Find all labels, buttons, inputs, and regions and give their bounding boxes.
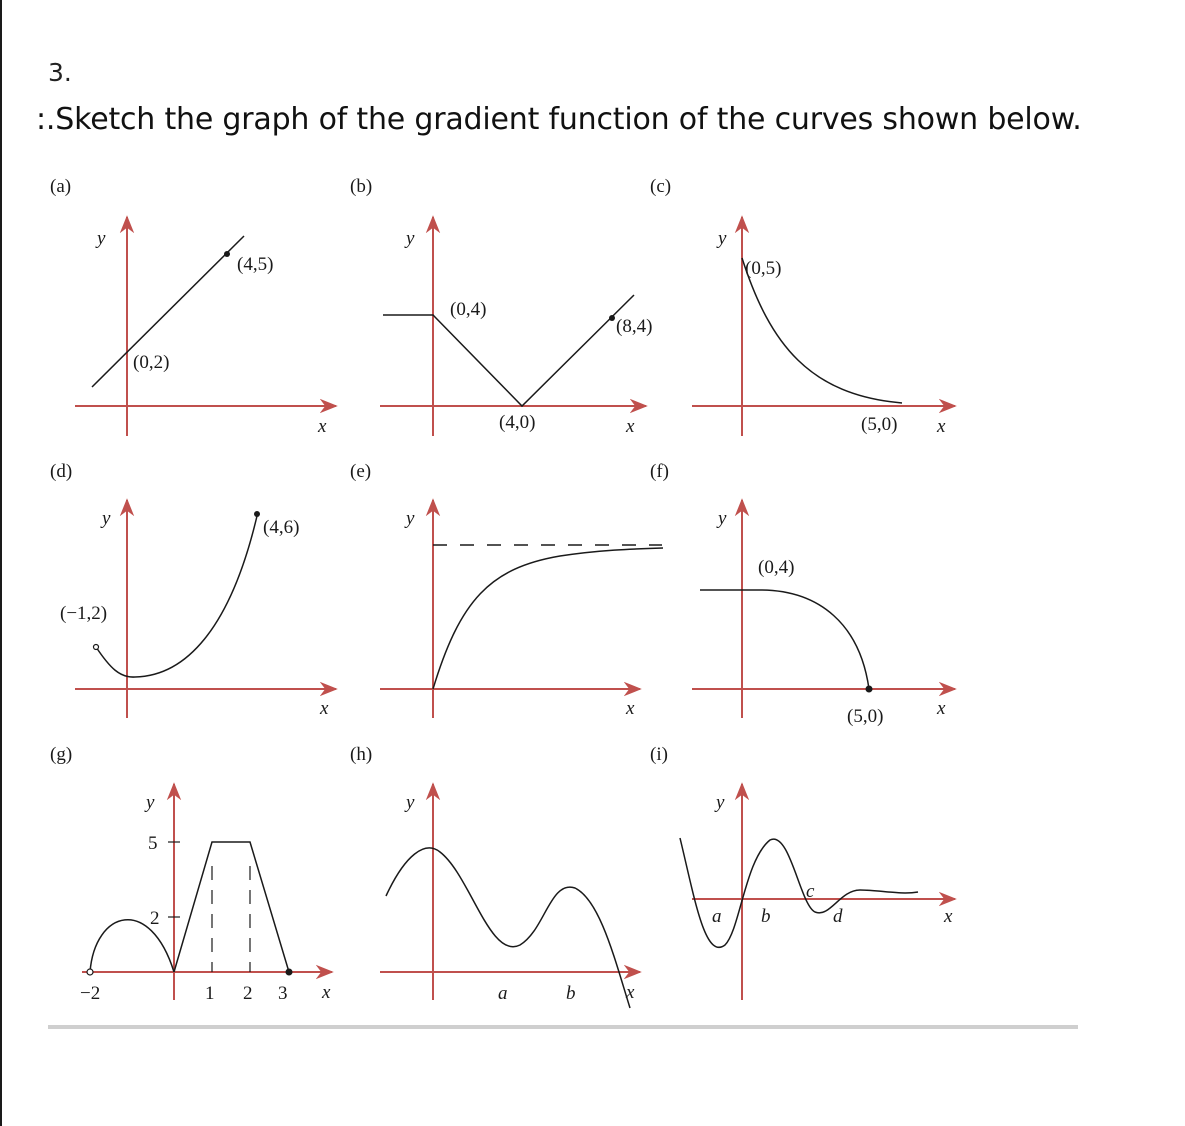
- y-label-i: y: [716, 792, 725, 813]
- x-tick-label-2: 2: [243, 983, 253, 1004]
- graph-i: [650, 744, 955, 1000]
- point-a-1: [224, 251, 230, 257]
- open-point-g: [87, 969, 93, 975]
- caption-a: (a): [50, 176, 72, 197]
- x-mark-a-h: a: [498, 983, 508, 1004]
- graph-g: [50, 744, 332, 1004]
- label-f-point-2: (5,0): [847, 706, 884, 727]
- x-mark-c-i: c: [806, 881, 815, 902]
- x-label-f: x: [937, 698, 946, 719]
- graph-a: [50, 176, 336, 437]
- caption-h: (h): [350, 744, 373, 765]
- caption-d: (d): [50, 461, 73, 482]
- label-b-point-2: (8,4): [616, 316, 653, 337]
- y-tick-label-5: 5: [148, 833, 158, 854]
- point-d-1: [254, 511, 260, 517]
- y-label-d: y: [102, 508, 111, 529]
- label-a-point-2: (0,2): [133, 352, 170, 373]
- graph-f: [650, 461, 955, 727]
- point-b-1: [609, 315, 615, 321]
- y-label-g: y: [146, 792, 155, 813]
- curve-g-trapezoid: [174, 842, 289, 972]
- bottom-separator: [48, 1025, 1078, 1029]
- curve-h: [386, 848, 630, 1008]
- label-b-point-1: (0,4): [450, 299, 487, 320]
- question-number: 3.: [48, 58, 72, 87]
- graph-e: [350, 461, 663, 719]
- x-label-g: x: [322, 982, 331, 1003]
- caption-b: (b): [350, 176, 373, 197]
- y-tick-label-2: 2: [150, 908, 160, 929]
- graph-h: [350, 744, 640, 1008]
- x-label-i: x: [944, 906, 953, 927]
- y-label-e: y: [406, 508, 415, 529]
- curve-e: [433, 548, 663, 689]
- label-c-point-1: (0,5): [745, 258, 782, 279]
- label-d-point-2: (−1,2): [60, 603, 108, 624]
- x-mark-b-i: b: [761, 906, 771, 927]
- x-label-a: x: [318, 416, 327, 437]
- caption-e: (e): [350, 461, 372, 482]
- graph-b: [350, 176, 652, 437]
- label-f-point-1: (0,4): [758, 557, 795, 578]
- graph-d: [50, 461, 336, 719]
- point-f-1: [866, 686, 873, 693]
- x-tick-label-3: 3: [278, 983, 288, 1004]
- x-tick-label-1: 1: [205, 983, 215, 1004]
- x-label-d: x: [320, 698, 329, 719]
- label-b-point-3: (4,0): [499, 412, 536, 433]
- open-point-d: [94, 645, 99, 650]
- y-label-c: y: [718, 228, 727, 249]
- curve-b: [383, 295, 634, 406]
- y-label-b: y: [406, 228, 415, 249]
- x-label-b: x: [626, 416, 635, 437]
- x-mark-b-h: b: [566, 983, 576, 1004]
- x-label-e: x: [626, 698, 635, 719]
- label-a-point-1: (4,5): [237, 254, 274, 275]
- curve-c: [742, 258, 902, 403]
- caption-c: (c): [650, 176, 672, 197]
- point-g-end: [286, 969, 293, 976]
- x-mark-a-i: a: [712, 906, 722, 927]
- caption-f: (f): [650, 461, 669, 482]
- curve-g-arc: [90, 920, 174, 972]
- graph-c: [650, 176, 955, 437]
- x-mark-d-i: d: [833, 906, 843, 927]
- curve-i: [680, 838, 918, 947]
- y-label-a: y: [97, 228, 106, 249]
- y-label-h: y: [406, 792, 415, 813]
- caption-i: (i): [650, 744, 668, 765]
- x-tick-label-neg2: −2: [80, 983, 101, 1004]
- curve-d: [96, 516, 257, 677]
- question-prompt: :.Sketch the graph of the gradient function of the curves shown below.: [36, 102, 1082, 137]
- curve-f: [700, 590, 869, 689]
- y-label-f: y: [718, 508, 727, 529]
- label-c-point-2: (5,0): [861, 414, 898, 435]
- label-d-point-1: (4,6): [263, 517, 300, 538]
- x-label-c: x: [937, 416, 946, 437]
- caption-g: (g): [50, 744, 73, 765]
- x-label-h: x: [626, 982, 635, 1003]
